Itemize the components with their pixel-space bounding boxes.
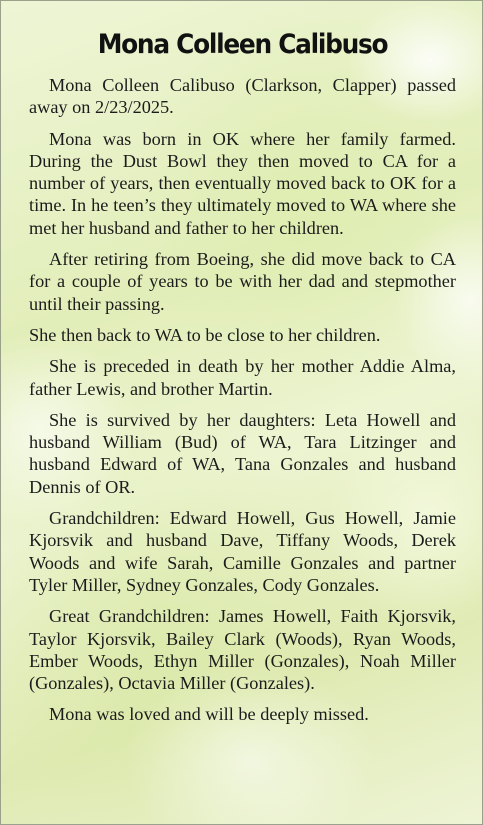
- obituary-title: Mona Colleen Calibuso: [97, 29, 388, 60]
- obituary-paragraph-closing: Mona was loved and will be deeply missed.: [49, 704, 369, 725]
- obituary-paragraph-survived: She is survived by her daughters: Leta Howell and husband William (Bud) of WA, Tara Litzinger and husband Edward of WA, Tana Gonzales and husband Dennis of OR.: [29, 409, 456, 497]
- obituary-paragraph-preceded: She is preceded in death by her mother Addie Alma, father Lewis, and brother Martin.: [29, 356, 456, 399]
- obituary-paragraph-retirement: After retiring from Boeing, she did move back to CA for a couple of years to be with her dad and stepmother until their passing.: [29, 249, 456, 314]
- obituary-paragraph-passing: Mona Colleen Calibuso (Clarkson, Clapper) passed away on 2/23/2025.: [29, 75, 456, 118]
- obituary-paragraph-grandchildren: Grandchildren: Edward Howell, Gus Howell, Jamie Kjorsvik and husband Dave, Tiffany Woods, Derek Woods and wife Sarah, Camille Gonzales and partner Tyler Miller, Sydney Gonzales, Cody Gonzales.: [29, 508, 456, 595]
- obituary-paragraph-return: She then back to WA to be close to her children.: [29, 324, 381, 345]
- obituary-notice: [29, 24, 456, 735]
- obituary-paragraph-great-grandchildren: Great Grandchildren: James Howell, Faith Kjorsvik, Taylor Kjorsvik, Bailey Clark (Woods), Ryan Woods, Ember Woods, Ethyn Miller (Gonzales), Noah Miller (Gonzales), Octavia Miller (Gonzales).: [29, 606, 456, 694]
- obituary-paragraph-early-life: Mona was born in OK where her family farmed. During the Dust Bowl they then moved to CA for a number of years, then eventually moved back to OK for a time. In he teen’s they ultimately moved to WA where she met her husband and father to her children.: [29, 128, 456, 238]
